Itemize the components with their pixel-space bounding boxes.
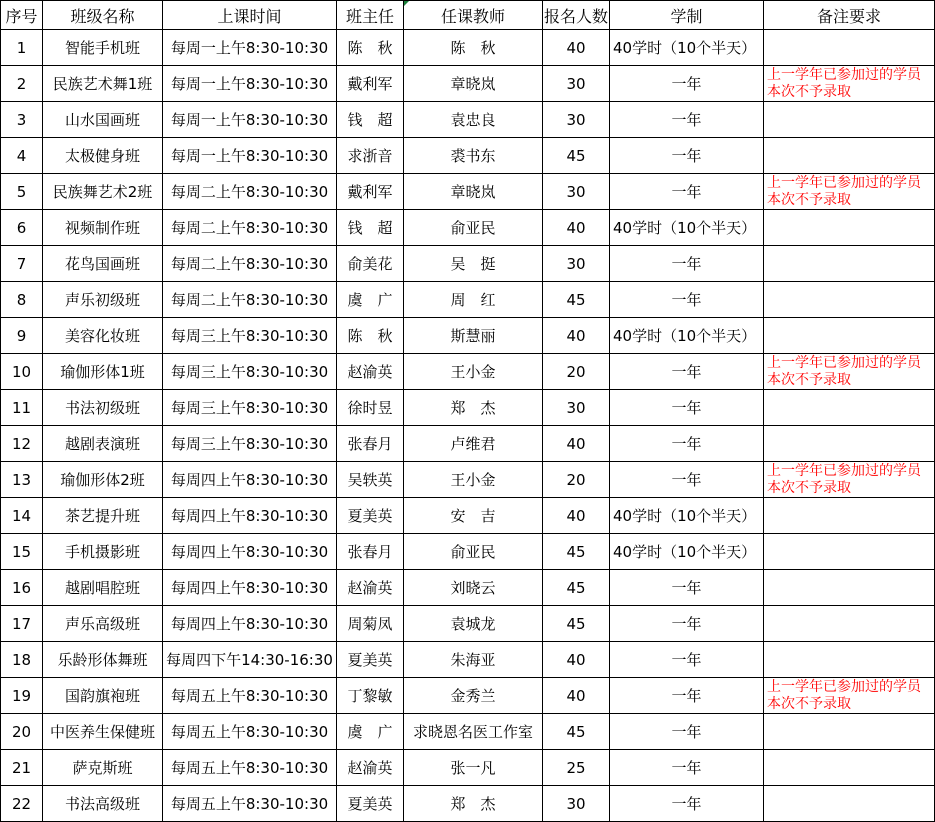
cell-remarks bbox=[764, 786, 935, 822]
cell-head-teacher: 钱 超 bbox=[337, 102, 404, 138]
table-row bbox=[1, 714, 935, 750]
cell-duration: 一年 bbox=[610, 750, 764, 786]
cell-enrollment: 20 bbox=[543, 354, 610, 390]
cell-head-teacher: 赵渝英 bbox=[337, 750, 404, 786]
cell-head-teacher: 赵渝英 bbox=[337, 354, 404, 390]
cell-enrollment: 30 bbox=[543, 66, 610, 102]
cell-head-teacher: 虞 广 bbox=[337, 282, 404, 318]
cell-head-teacher: 陈 秋 bbox=[337, 30, 404, 66]
cell-duration: 一年 bbox=[610, 642, 764, 678]
table-row bbox=[1, 426, 935, 462]
cell-remarks bbox=[764, 246, 935, 282]
cell-instructor: 袁城龙 bbox=[404, 606, 543, 642]
cell-class-name: 花鸟国画班 bbox=[43, 246, 163, 282]
cell-enrollment: 40 bbox=[543, 318, 610, 354]
cell-class-name: 瑜伽形体2班 bbox=[43, 462, 163, 498]
cell-remarks bbox=[764, 534, 935, 570]
cell-class-name: 美容化妆班 bbox=[43, 318, 163, 354]
cell-duration: 40学时（10个半天） bbox=[610, 498, 764, 534]
cell-instructor: 袁忠良 bbox=[404, 102, 543, 138]
cell-remarks bbox=[764, 642, 935, 678]
cell-schedule: 每周五上午8:30-10:30 bbox=[163, 714, 337, 750]
cell-enrollment: 40 bbox=[543, 210, 610, 246]
cell-instructor: 裘书东 bbox=[404, 138, 543, 174]
cell-class-name: 民族舞艺术2班 bbox=[43, 174, 163, 210]
cell-schedule: 每周一上午8:30-10:30 bbox=[163, 138, 337, 174]
cell-class-name: 书法初级班 bbox=[43, 390, 163, 426]
header-index: 序号 bbox=[1, 1, 43, 30]
cell-enrollment: 40 bbox=[543, 30, 610, 66]
cell-schedule: 每周三上午8:30-10:30 bbox=[163, 426, 337, 462]
cell-index: 8 bbox=[1, 282, 43, 318]
cell-enrollment: 45 bbox=[543, 570, 610, 606]
cell-index: 12 bbox=[1, 426, 43, 462]
header-instructor: 任课教师 bbox=[404, 1, 543, 30]
cell-index: 2 bbox=[1, 66, 43, 102]
cell-class-name: 手机摄影班 bbox=[43, 534, 163, 570]
cell-index: 6 bbox=[1, 210, 43, 246]
cell-head-teacher: 吴轶英 bbox=[337, 462, 404, 498]
cell-index: 19 bbox=[1, 678, 43, 714]
cell-schedule: 每周四下午14:30-16:30 bbox=[163, 642, 337, 678]
header-remarks: 备注要求 bbox=[764, 1, 935, 30]
cell-index: 22 bbox=[1, 786, 43, 822]
cell-remarks bbox=[764, 102, 935, 138]
table-row bbox=[1, 354, 935, 390]
header-class-name: 班级名称 bbox=[43, 1, 163, 30]
cell-enrollment: 45 bbox=[543, 138, 610, 174]
cell-schedule: 每周五上午8:30-10:30 bbox=[163, 678, 337, 714]
cell-index: 21 bbox=[1, 750, 43, 786]
cell-head-teacher: 戴利军 bbox=[337, 66, 404, 102]
cell-index: 5 bbox=[1, 174, 43, 210]
cell-index: 14 bbox=[1, 498, 43, 534]
cell-head-teacher: 陈 秋 bbox=[337, 318, 404, 354]
cell-head-teacher: 赵渝英 bbox=[337, 570, 404, 606]
cell-remarks: 上一学年已参加过的学员本次不予录取 bbox=[764, 678, 935, 714]
table-row bbox=[1, 138, 935, 174]
cell-instructor: 章晓岚 bbox=[404, 174, 543, 210]
cell-enrollment: 30 bbox=[543, 246, 610, 282]
cell-instructor: 郑 杰 bbox=[404, 390, 543, 426]
cell-class-name: 声乐初级班 bbox=[43, 282, 163, 318]
cell-enrollment: 45 bbox=[543, 282, 610, 318]
table-row bbox=[1, 390, 935, 426]
cell-enrollment: 45 bbox=[543, 534, 610, 570]
cell-schedule: 每周一上午8:30-10:30 bbox=[163, 102, 337, 138]
cell-instructor: 金秀兰 bbox=[404, 678, 543, 714]
cell-instructor: 王小金 bbox=[404, 462, 543, 498]
table-row bbox=[1, 570, 935, 606]
table-row bbox=[1, 534, 935, 570]
cell-remarks bbox=[764, 390, 935, 426]
cell-class-name: 智能手机班 bbox=[43, 30, 163, 66]
cell-remarks bbox=[764, 138, 935, 174]
cell-index: 13 bbox=[1, 462, 43, 498]
cell-index: 9 bbox=[1, 318, 43, 354]
cell-enrollment: 30 bbox=[543, 174, 610, 210]
cell-instructor: 吴 挺 bbox=[404, 246, 543, 282]
table-row bbox=[1, 30, 935, 66]
cell-head-teacher: 徐时昱 bbox=[337, 390, 404, 426]
cell-instructor: 周 红 bbox=[404, 282, 543, 318]
cell-instructor: 张一凡 bbox=[404, 750, 543, 786]
cell-instructor: 卢维君 bbox=[404, 426, 543, 462]
cell-duration: 一年 bbox=[610, 282, 764, 318]
cell-class-name: 越剧唱腔班 bbox=[43, 570, 163, 606]
cell-duration: 40学时（10个半天） bbox=[610, 318, 764, 354]
cell-head-teacher: 虞 广 bbox=[337, 714, 404, 750]
cell-duration: 一年 bbox=[610, 66, 764, 102]
cell-schedule: 每周二上午8:30-10:30 bbox=[163, 282, 337, 318]
cell-duration: 一年 bbox=[610, 678, 764, 714]
cell-head-teacher: 夏美英 bbox=[337, 786, 404, 822]
header-enrollment: 报名人数 bbox=[543, 1, 610, 30]
table-row bbox=[1, 210, 935, 246]
cell-head-teacher: 俞美花 bbox=[337, 246, 404, 282]
cell-index: 10 bbox=[1, 354, 43, 390]
cell-schedule: 每周三上午8:30-10:30 bbox=[163, 318, 337, 354]
cell-schedule: 每周三上午8:30-10:30 bbox=[163, 390, 337, 426]
cell-class-name: 国韵旗袍班 bbox=[43, 678, 163, 714]
table-row bbox=[1, 318, 935, 354]
cell-instructor: 章晓岚 bbox=[404, 66, 543, 102]
header-row bbox=[1, 1, 935, 30]
cell-instructor: 王小金 bbox=[404, 354, 543, 390]
cell-index: 1 bbox=[1, 30, 43, 66]
cell-class-name: 越剧表演班 bbox=[43, 426, 163, 462]
cell-remarks bbox=[764, 714, 935, 750]
cell-class-name: 民族艺术舞1班 bbox=[43, 66, 163, 102]
cell-index: 16 bbox=[1, 570, 43, 606]
cell-duration: 一年 bbox=[610, 246, 764, 282]
cell-schedule: 每周五上午8:30-10:30 bbox=[163, 750, 337, 786]
cell-instructor: 郑 杰 bbox=[404, 786, 543, 822]
cell-schedule: 每周一上午8:30-10:30 bbox=[163, 30, 337, 66]
cell-schedule: 每周一上午8:30-10:30 bbox=[163, 66, 337, 102]
cell-duration: 一年 bbox=[610, 138, 764, 174]
cell-remarks bbox=[764, 318, 935, 354]
cell-instructor: 俞亚民 bbox=[404, 534, 543, 570]
cell-schedule: 每周五上午8:30-10:30 bbox=[163, 786, 337, 822]
cell-head-teacher: 求浙音 bbox=[337, 138, 404, 174]
cell-head-teacher: 夏美英 bbox=[337, 498, 404, 534]
cell-schedule: 每周四上午8:30-10:30 bbox=[163, 570, 337, 606]
cell-enrollment: 25 bbox=[543, 750, 610, 786]
table-row bbox=[1, 174, 935, 210]
table-row bbox=[1, 246, 935, 282]
table-row bbox=[1, 786, 935, 822]
cell-duration: 一年 bbox=[610, 426, 764, 462]
cell-index: 15 bbox=[1, 534, 43, 570]
cell-remarks bbox=[764, 30, 935, 66]
table-body bbox=[1, 30, 935, 822]
table-row bbox=[1, 282, 935, 318]
cell-enrollment: 40 bbox=[543, 642, 610, 678]
cell-class-name: 书法高级班 bbox=[43, 786, 163, 822]
cell-duration: 一年 bbox=[610, 606, 764, 642]
cell-schedule: 每周二上午8:30-10:30 bbox=[163, 174, 337, 210]
cell-duration: 一年 bbox=[610, 786, 764, 822]
cell-remarks bbox=[764, 750, 935, 786]
cell-instructor: 斯慧丽 bbox=[404, 318, 543, 354]
cell-instructor: 刘晓云 bbox=[404, 570, 543, 606]
cell-enrollment: 30 bbox=[543, 786, 610, 822]
cell-remarks bbox=[764, 282, 935, 318]
table-row bbox=[1, 462, 935, 498]
cell-class-name: 声乐高级班 bbox=[43, 606, 163, 642]
cell-head-teacher: 周菊凤 bbox=[337, 606, 404, 642]
cell-remarks: 上一学年已参加过的学员本次不予录取 bbox=[764, 462, 935, 498]
cell-schedule: 每周四上午8:30-10:30 bbox=[163, 462, 337, 498]
cell-duration: 一年 bbox=[610, 102, 764, 138]
cell-duration: 40学时（10个半天） bbox=[610, 534, 764, 570]
cell-enrollment: 40 bbox=[543, 426, 610, 462]
cell-schedule: 每周二上午8:30-10:30 bbox=[163, 210, 337, 246]
cell-remarks: 上一学年已参加过的学员本次不予录取 bbox=[764, 174, 935, 210]
cell-remarks bbox=[764, 606, 935, 642]
cell-head-teacher: 夏美英 bbox=[337, 642, 404, 678]
cell-duration: 一年 bbox=[610, 714, 764, 750]
table-row bbox=[1, 66, 935, 102]
table-row bbox=[1, 678, 935, 714]
cell-remarks bbox=[764, 570, 935, 606]
cell-class-name: 乐龄形体舞班 bbox=[43, 642, 163, 678]
table-row bbox=[1, 498, 935, 534]
cell-schedule: 每周三上午8:30-10:30 bbox=[163, 354, 337, 390]
table-row bbox=[1, 102, 935, 138]
table-row bbox=[1, 642, 935, 678]
cell-remarks bbox=[764, 210, 935, 246]
cell-class-name: 山水国画班 bbox=[43, 102, 163, 138]
cell-enrollment: 20 bbox=[543, 462, 610, 498]
cell-enrollment: 40 bbox=[543, 498, 610, 534]
cell-duration: 40学时（10个半天） bbox=[610, 210, 764, 246]
cell-head-teacher: 钱 超 bbox=[337, 210, 404, 246]
cell-class-name: 瑜伽形体1班 bbox=[43, 354, 163, 390]
cell-head-teacher: 丁黎敏 bbox=[337, 678, 404, 714]
cell-schedule: 每周四上午8:30-10:30 bbox=[163, 606, 337, 642]
cell-class-name: 中医养生保健班 bbox=[43, 714, 163, 750]
cell-index: 20 bbox=[1, 714, 43, 750]
cell-duration: 一年 bbox=[610, 390, 764, 426]
cell-schedule: 每周二上午8:30-10:30 bbox=[163, 246, 337, 282]
cell-enrollment: 30 bbox=[543, 102, 610, 138]
cell-schedule: 每周四上午8:30-10:30 bbox=[163, 534, 337, 570]
cell-instructor: 安 吉 bbox=[404, 498, 543, 534]
header-head-teacher: 班主任 bbox=[337, 1, 404, 30]
cell-enrollment: 40 bbox=[543, 678, 610, 714]
cell-duration: 一年 bbox=[610, 462, 764, 498]
header-schedule: 上课时间 bbox=[163, 1, 337, 30]
cell-head-teacher: 张春月 bbox=[337, 426, 404, 462]
cell-instructor: 陈 秋 bbox=[404, 30, 543, 66]
cell-index: 18 bbox=[1, 642, 43, 678]
cell-remarks: 上一学年已参加过的学员本次不予录取 bbox=[764, 66, 935, 102]
cell-class-name: 茶艺提升班 bbox=[43, 498, 163, 534]
cell-remarks: 上一学年已参加过的学员本次不予录取 bbox=[764, 354, 935, 390]
cell-index: 17 bbox=[1, 606, 43, 642]
cell-index: 11 bbox=[1, 390, 43, 426]
cell-index: 4 bbox=[1, 138, 43, 174]
cell-enrollment: 45 bbox=[543, 714, 610, 750]
cell-instructor: 朱海亚 bbox=[404, 642, 543, 678]
cell-remarks bbox=[764, 426, 935, 462]
cell-duration: 一年 bbox=[610, 354, 764, 390]
cell-class-name: 太极健身班 bbox=[43, 138, 163, 174]
cell-schedule: 每周四上午8:30-10:30 bbox=[163, 498, 337, 534]
cell-enrollment: 30 bbox=[543, 390, 610, 426]
cell-duration: 一年 bbox=[610, 174, 764, 210]
cell-head-teacher: 张春月 bbox=[337, 534, 404, 570]
cell-duration: 40学时（10个半天） bbox=[610, 30, 764, 66]
cell-head-teacher: 戴利军 bbox=[337, 174, 404, 210]
header-duration: 学制 bbox=[610, 1, 764, 30]
cell-enrollment: 45 bbox=[543, 606, 610, 642]
table-row bbox=[1, 606, 935, 642]
cell-remarks bbox=[764, 498, 935, 534]
cell-instructor: 求晓恩名医工作室 bbox=[404, 714, 543, 750]
table-row bbox=[1, 750, 935, 786]
cell-duration: 一年 bbox=[610, 570, 764, 606]
cell-index: 3 bbox=[1, 102, 43, 138]
cell-class-name: 视频制作班 bbox=[43, 210, 163, 246]
cell-index: 7 bbox=[1, 246, 43, 282]
cell-instructor: 俞亚民 bbox=[404, 210, 543, 246]
cell-class-name: 萨克斯班 bbox=[43, 750, 163, 786]
